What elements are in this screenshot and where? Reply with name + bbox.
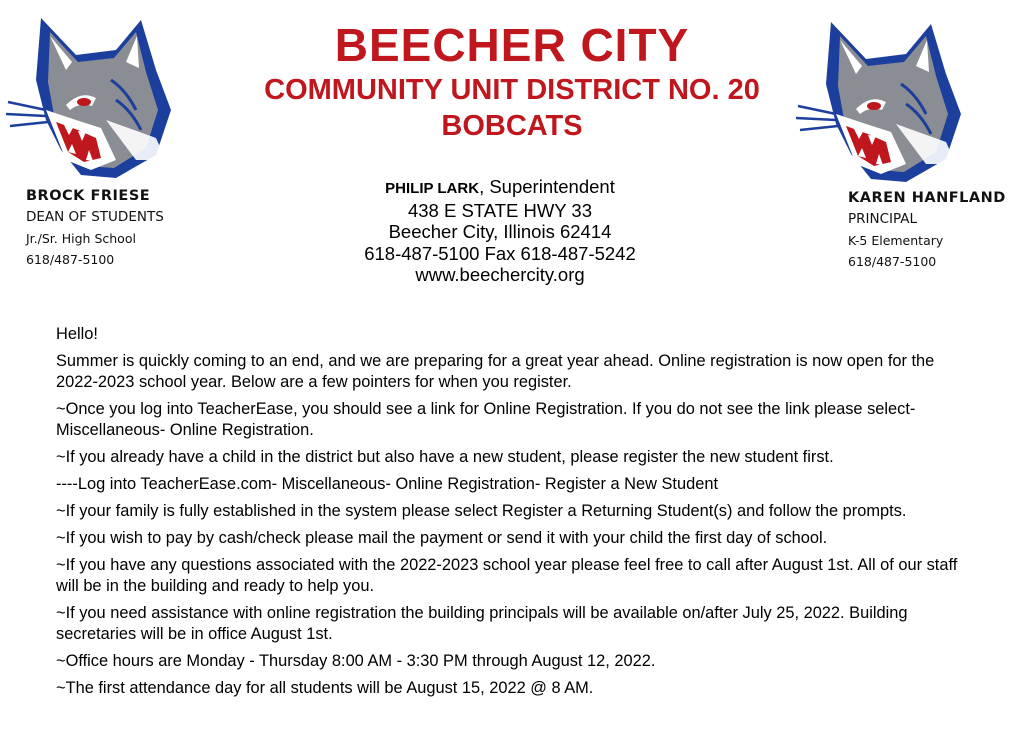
district-subtitle: COMMUNITY UNIT DISTRICT NO. 20 bbox=[264, 74, 760, 106]
letter-paragraph: Summer is quickly coming to an end, and we are preparing for a great year ahead. Online registration is now open for the 2022-2023 school year. Below are a few pointers for when you register. bbox=[56, 352, 935, 391]
superintendent-role: , Superintendent bbox=[479, 176, 615, 197]
letter-paragraph: ~Once you log into TeacherEase, you should see a link for Online Registration. If you do not see the link please select- Miscellaneous- Online Registration. bbox=[56, 400, 916, 439]
superintendent-name: PHILIP LARK bbox=[385, 180, 480, 197]
left-staff-title: DEAN OF STUDENTS bbox=[26, 209, 164, 225]
left-staff-name: BROCK FRIESE bbox=[26, 188, 151, 204]
left-staff-block bbox=[26, 186, 164, 270]
letter-paragraph: ~If your family is fully established in the system please select Register a Returning Student(s) and follow the prompts. bbox=[56, 502, 907, 520]
district-title: BEECHER CITY bbox=[334, 19, 690, 71]
right-staff-title: PRINCIPAL bbox=[848, 211, 918, 227]
superintendent-block bbox=[280, 176, 720, 286]
letter-paragraph: ----Log into TeacherEase.com- Miscellaneous- Online Registration- Register a New Student bbox=[56, 475, 718, 493]
district-website: www.beechercity.org bbox=[415, 264, 585, 285]
letter-paragraph: Hello! bbox=[56, 325, 98, 343]
letter-body bbox=[56, 324, 966, 705]
letter-paragraph: ~If you wish to pay by cash/check please mail the payment or send it with your child the first day of school. bbox=[56, 529, 828, 547]
right-staff-school: K-5 Elementary bbox=[848, 233, 944, 248]
letter-paragraph: ~The first attendance day for all students will be August 15, 2022 @ 8 AM. bbox=[56, 679, 594, 697]
district-city: Beecher City, Illinois 62414 bbox=[388, 221, 612, 242]
right-staff-block bbox=[848, 188, 1006, 272]
district-address: 438 E STATE HWY 33 bbox=[407, 199, 593, 221]
mascot-title: BOBCATS bbox=[441, 110, 583, 142]
letter-paragraph: ~If you have any questions associated with the 2022-2023 school year please feel free to call after August 1st. All of our staff will be in the building and ready to help you. bbox=[56, 556, 958, 595]
right-staff-name: KAREN HANFLAND bbox=[848, 190, 1006, 206]
district-phone-fax: 618-487-5100 Fax 618-487-5242 bbox=[364, 242, 636, 264]
left-staff-phone: 618/487-5100 bbox=[26, 252, 115, 267]
letter-paragraph: ~If you need assistance with online registration the building principals will be available on/after July 25, 2022. Building secretaries will be in office August 1st. bbox=[56, 604, 908, 643]
left-staff-school: Jr./Sr. High School bbox=[26, 231, 136, 246]
letter-paragraph: ~If you already have a child in the district but also have a new student, please register the new student first. bbox=[56, 448, 834, 466]
right-staff-phone: 618/487-5100 bbox=[848, 254, 937, 269]
letter-paragraph: ~Office hours are Monday - Thursday 8:00 AM - 3:30 PM through August 12, 2022. bbox=[56, 652, 656, 670]
